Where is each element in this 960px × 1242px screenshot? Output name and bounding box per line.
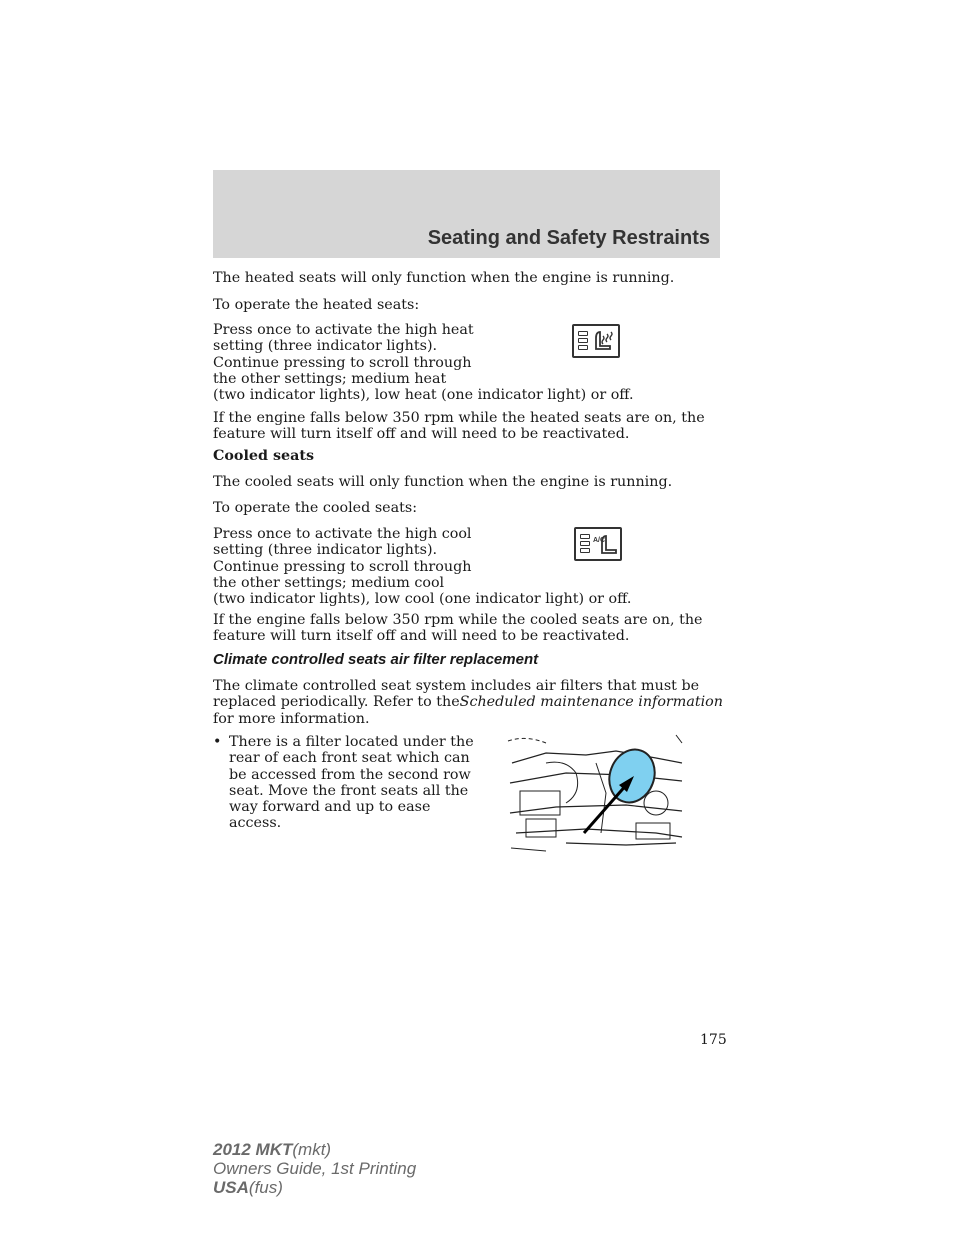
- heated-intro: The heated seats will only function when the engine is running.: [213, 270, 675, 286]
- heated-instructions: Press once to activate the high heat setting (three indicator lights). Continue pressing to scroll through the other settings; medium heat (two indicator lights), low heat (one indicator light) or off.: [213, 322, 634, 404]
- filter-bullet-text: There is a filter located under the rear of each front seat which can be accessed from the second row seat. Move the front seats all the way forward and up to ease access.: [229, 734, 474, 832]
- filter-intro: The climate controlled seat system includes air filters that must be replaced periodically. Refer to theScheduled maintenance information for more information.: [213, 678, 723, 727]
- section-header-band: [213, 170, 720, 258]
- bullet-dot: •: [213, 734, 222, 750]
- document-footer: 2012 MKT(mkt) Owners Guide, 1st Printing USA(fus): [213, 1140, 417, 1197]
- ac-label: A/C: [593, 537, 606, 544]
- page-number: 175: [700, 1032, 727, 1048]
- maintenance-reference: Scheduled maintenance information: [459, 694, 723, 711]
- heated-rpm-note: If the engine falls below 350 rpm while the heated seats are on, the feature will turn itself off and will need to be reactivated.: [213, 410, 705, 443]
- heated-operate-label: To operate the heated seats:: [213, 297, 420, 313]
- filter-heading: Climate controlled seats air filter replacement: [213, 651, 539, 668]
- cooled-rpm-note: If the engine falls below 350 rpm while the cooled seats are on, the feature will turn itself off and will need to be reactivated.: [213, 612, 703, 645]
- cooled-intro: The cooled seats will only function when the engine is running.: [213, 474, 673, 490]
- cooled-seat-icon: [574, 527, 622, 561]
- cooled-instructions: Press once to activate the high cool setting (three indicator lights). Continue pressing to scroll through the other settings; medium cool (two indicator lights), low cool (one indicator light) or off.: [213, 526, 632, 608]
- heated-seat-icon: [572, 324, 620, 358]
- cooled-operate-label: To operate the cooled seats:: [213, 500, 418, 516]
- seat-filter-illustration: [506, 733, 686, 853]
- cooled-heading: Cooled seats: [213, 448, 315, 464]
- section-title: Seating and Safety Restraints: [427, 227, 710, 249]
